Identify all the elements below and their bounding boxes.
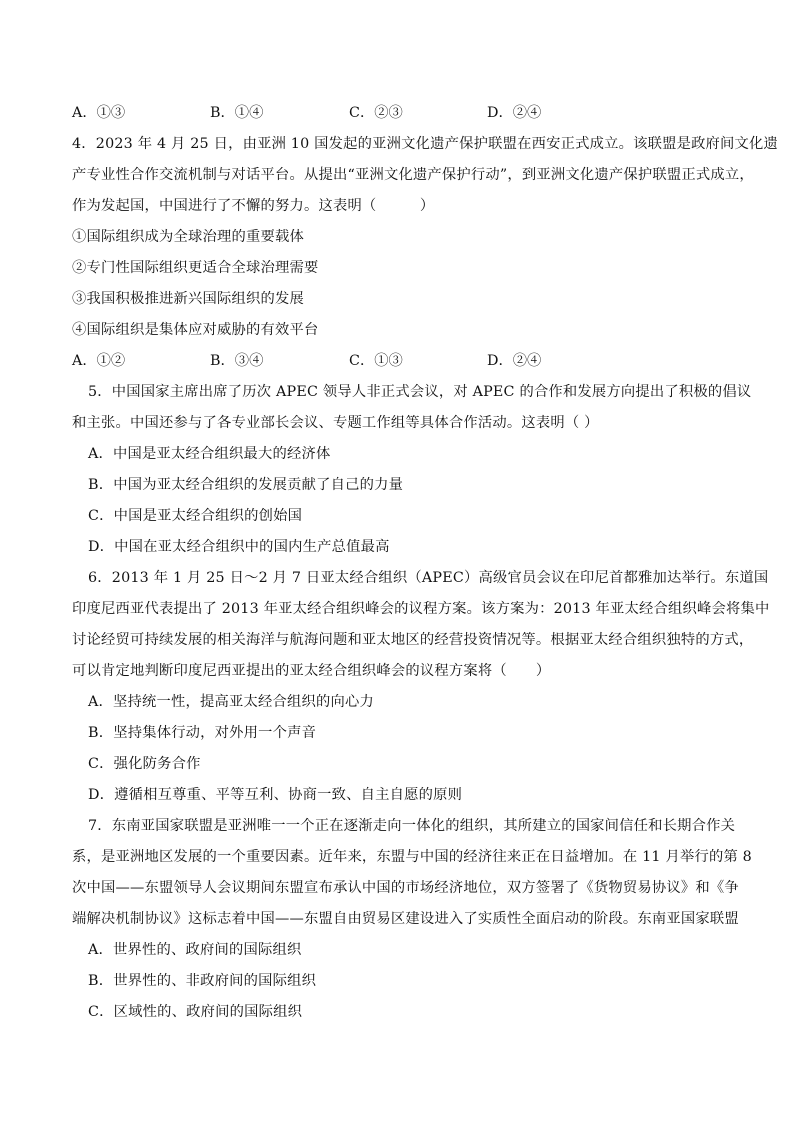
- q4-statement-2: ②专门性国际组织更适合全球治理需要: [72, 260, 319, 276]
- q7-option-c: C．区域性的、政府间的国际组织: [88, 1004, 303, 1020]
- q7-text-line-3: 次中国——东盟领导人会议期间东盟宣布承认中国的市场经济地位，双方签署了《货物贸易协议》和《争: [72, 880, 739, 896]
- q6-text-line-4: 可以肯定地判断印度尼西亚提出的亚太经合组织峰会的议程方案将（ ）: [72, 663, 551, 679]
- q7-option-b: B．世界性的、非政府间的国际组织: [88, 973, 317, 989]
- q4-option-d: D．②④: [487, 353, 542, 369]
- q5-option-b: B．中国为亚太经合组织的发展贡献了自己的力量: [88, 477, 404, 493]
- q3-option-a: A．①③: [72, 105, 126, 121]
- q6-text-line-1: 6．2013 年 1 月 25 日～2 月 7 日亚太经合组织（APEC）高级官员会议在印尼首都雅加达举行。东道国: [88, 570, 769, 586]
- q5-text-line-2: 和主张。中国还参与了各专业部长会议、专题工作组等具体合作活动。这表明（ ）: [72, 415, 599, 431]
- q4-statement-3: ③我国积极推进新兴国际组织的发展: [72, 291, 304, 307]
- q6-text-line-3: 讨论经贸可持续发展的相关海洋与航海问题和亚太地区的经营投资情况等。根据亚太经合组织独特的方式，: [72, 632, 754, 648]
- q6-text-line-2: 印度尼西亚代表提出了 2013 年亚太经合组织峰会的议程方案。该方案为：2013 年亚太经合组织峰会将集中: [72, 601, 770, 617]
- q6-option-a: A．坚持统一性，提高亚太经合组织的向心力: [88, 694, 374, 710]
- q6-option-d: D．遵循相互尊重、平等互利、协商一致、自主自愿的原则: [88, 787, 463, 803]
- q7-text-line-4: 端解决机制协议》这标志着中国——东盟自由贸易区建设进入了实质性全面启动的阶段。东南亚国家联盟: [72, 911, 739, 927]
- q4-option-c: C．①③: [349, 353, 403, 369]
- q4-statement-1: ①国际组织成为全球治理的重要载体: [72, 229, 304, 245]
- q6-option-c: C．强化防务合作: [88, 756, 201, 772]
- q3-option-b: B．①④: [210, 105, 264, 121]
- q4-text-line-3: 作为发起国，中国进行了不懈的努力。这表明（ ）: [72, 198, 435, 214]
- q4-text-line-2: 产专业性合作交流机制与对话平台。从提出“亚洲文化遗产保护行动”，到亚洲文化遗产保护联盟正式成立，: [72, 167, 754, 183]
- q5-text-line-1: 5．中国国家主席出席了历次 APEC 领导人非正式会议，对 APEC 的合作和发展方向提出了积极的倡议: [88, 384, 752, 400]
- q4-option-b: B．③④: [210, 353, 264, 369]
- q5-option-a: A．中国是亚太经合组织最大的经济体: [88, 446, 331, 462]
- q4-option-a: A．①②: [72, 353, 126, 369]
- q7-option-a: A．世界性的、政府间的国际组织: [88, 942, 302, 958]
- q4-text-line-1: 4．2023 年 4 月 25 日，由亚洲 10 国发起的亚洲文化遗产保护联盟在西安正式成立。该联盟是政府间文化遗: [72, 136, 779, 152]
- q4-options: [72, 351, 722, 371]
- q3-options: [72, 103, 722, 123]
- q5-option-c: C．中国是亚太经合组织的创始国: [88, 508, 303, 524]
- q7-text-line-1: 7．东南亚国家联盟是亚洲唯一一个正在逐渐走向一体化的组织，其所建立的国家间信任和长期合作关: [88, 818, 736, 834]
- q7-text-line-2: 系，是亚洲地区发展的一个重要因素。近年来，东盟与中国的经济往来正在日益增加。在 11 月举行的第 8: [72, 849, 752, 865]
- q3-option-c: C．②③: [349, 105, 403, 121]
- q6-option-b: B．坚持集体行动，对外用一个声音: [88, 725, 317, 741]
- q3-option-d: D．②④: [487, 105, 542, 121]
- q4-statement-4: ④国际组织是集体应对威胁的有效平台: [72, 322, 319, 338]
- q5-option-d: D．中国在亚太经合组织中的国内生产总值最高: [88, 539, 390, 555]
